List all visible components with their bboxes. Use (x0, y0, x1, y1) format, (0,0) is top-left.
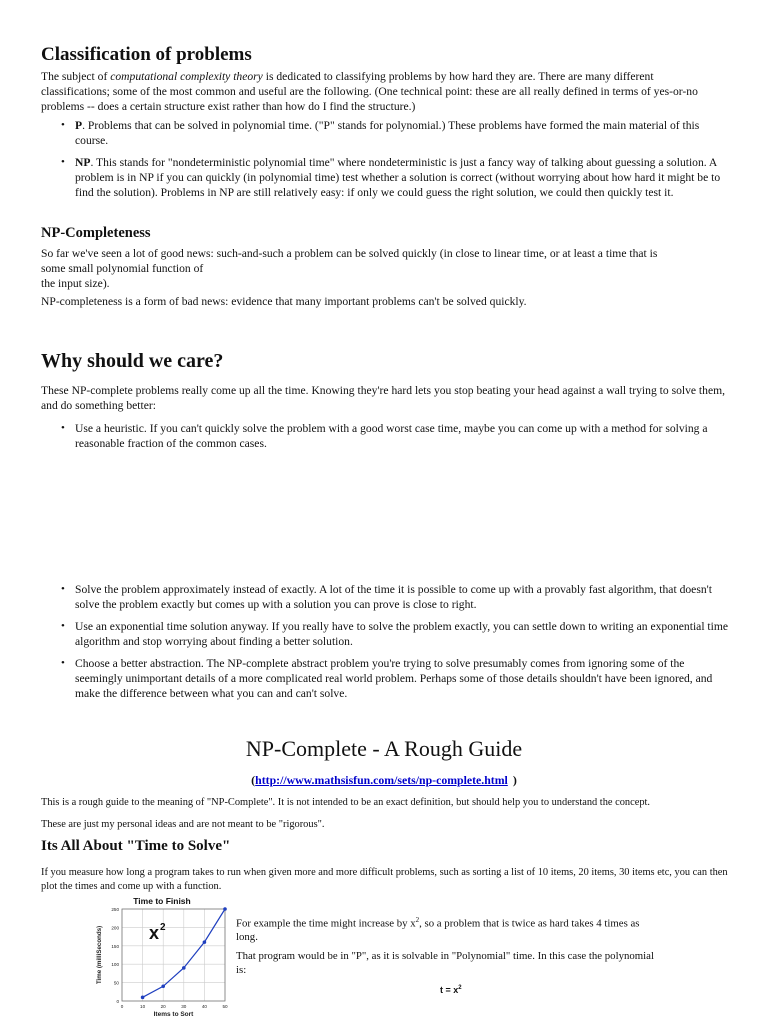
chart-y-tick-label: 200 (111, 925, 119, 931)
chart-y-tick-label: 100 (111, 962, 119, 968)
why-care-list-1 (41, 421, 731, 451)
item-text: . Problems that can be solved in polynomial time. ("P" stands for polynomial.) These problems have formed the main material of this course. (75, 119, 700, 147)
chart-data-point (141, 996, 145, 1000)
bullet-icon: • (61, 620, 65, 632)
item-text: Use a heuristic. If you can't quickly solve the problem with a good worst case time, maybe you can come up with a method for solving a reasonable fraction of the common cases. (75, 422, 708, 450)
chart-x-tick-label: 50 (222, 1004, 228, 1009)
item-text: Choose a better abstraction. The NP-complete abstract problem you're trying to solve presumably comes from ignoring some of the seemingly unimportant details of a more complicated real world problem. Perhaps some of those details shouldn't have been ignored, and make the difference between what you can and can't solve. (75, 657, 713, 700)
bullet-icon: • (61, 156, 65, 168)
chart-x-tick-label: 30 (181, 1004, 187, 1009)
rough-guide-source (0, 771, 768, 789)
chart-svg (92, 896, 232, 1018)
bullet-icon: • (61, 422, 65, 434)
chart-data-point (161, 984, 165, 988)
time-to-finish-chart (92, 896, 232, 1018)
item-text: . This stands for "nondeterministic polynomial time" where nondeterministic is just a fancy way of talking about guessing a solution. A problem is in NP if you can quickly (in polynomial time) test whether a solution is correct (without worrying about how hard it might be to find the solution). Problems in NP are still relatively easy: if only we could guess the right solution, we could then quickly test it. (75, 156, 721, 199)
section-title-np-completeness: NP-Completeness (41, 225, 151, 241)
chart-x-axis-label: Items to Sort (153, 1011, 194, 1018)
intro-emphasis: computational complexity theory (110, 70, 263, 83)
chart-y-tick-label: 150 (111, 943, 119, 949)
bullet-icon: • (61, 657, 65, 669)
chart-x-tick-label: 0 (120, 1004, 124, 1009)
np-completeness-para1 (41, 246, 731, 291)
list-item-abstraction (41, 656, 731, 701)
chart-y-axis-label: Time (milliSeconds) (96, 925, 103, 985)
para-line: some small polynomial function of (41, 262, 204, 275)
chart-y-tick-label: 50 (113, 980, 119, 986)
chart-y-tick-label: 0 (116, 999, 119, 1004)
example-end: , so a problem that is twice as hard takes 4 times as long. (236, 917, 640, 944)
chart-x-tick-label: 10 (140, 1004, 146, 1009)
classification-list (41, 118, 721, 200)
formula-base: t = x (440, 985, 459, 995)
list-item-np (41, 155, 721, 200)
item-text: Solve the problem approximately instead of exactly. A lot of the time it is possible to come up with a provably fast algorithm, that doesn't solve the problem exactly but comes up with a solution you can prove is close to right. (75, 583, 712, 611)
para-line: So far we've seen a lot of good news: such-and-such a problem can be solved quickly (in close to linear time, or at least a time that is (41, 247, 658, 260)
chart-x-tick-label: 40 (201, 1004, 207, 1009)
time-to-solve-title: Its All About "Time to Solve" (41, 838, 231, 854)
rough-guide-p1: This is a rough guide to the meaning of "NP-Complete". It is not intended to be an exact definition, but should help you to understand the concept. (41, 797, 650, 808)
chart-annotation: x (149, 923, 160, 943)
section-title-classification: Classification of problems (41, 44, 252, 65)
classification-intro (41, 69, 721, 114)
formula-superscript: 2 (458, 985, 462, 991)
bullet-icon: • (61, 583, 65, 595)
list-item-p (41, 118, 721, 148)
item-term: NP (75, 156, 91, 169)
item-text: Use an exponential time solution anyway. If you really have to solve the problem exactly, you can settle down to writing an exponential time algorithm and stop worrying about finding a better solution. (75, 620, 729, 648)
chart-annotation-superscript: 2 (160, 922, 166, 933)
close-paren: ) (512, 773, 517, 787)
open-paren: ( (251, 773, 256, 787)
section-title-why-care: Why should we care? (41, 350, 224, 372)
formula (440, 985, 462, 995)
item-term: P (75, 119, 83, 132)
intro-text-end: is dedicated to classifying problems by how hard they are. There are many different classifications; some of the most common and useful are the following. (One technical point: these are all really defined in terms of yes-or-no problems -- does a certain structure exist rather than how do I find the structure.) (41, 70, 698, 113)
intro-text-start: The subject of (41, 70, 111, 83)
chart-data-point (203, 940, 207, 944)
rough-guide-p2: These are just my personal ideas and are not meant to be "rigorous". (41, 819, 325, 830)
chart-title: Time to Finish (133, 896, 191, 906)
chart-plot-frame (122, 909, 225, 1001)
example-start: For example the time might increase by x (236, 917, 416, 930)
rough-guide-p3: If you measure how long a program takes to run when given more and more difficult problems, such as sorting a list of 10 items, 20 items, 30 items etc, you can then plot the times and come up with a function. (41, 867, 728, 892)
chart-y-tick-label: 250 (111, 907, 119, 912)
program-in-p-text: That program would be in "P", as it is solvable in "Polynomial" time. In this case the polynomial is: (236, 950, 654, 976)
chart-x-tick-label: 20 (160, 1004, 166, 1009)
example-superscript: 2 (415, 916, 420, 924)
why-care-list-2 (41, 582, 731, 701)
list-item-approximate (41, 582, 731, 612)
chart-data-point (182, 966, 186, 970)
chart-data-point (223, 907, 227, 911)
para-line: the input size). (41, 277, 110, 290)
rough-guide-title: NP-Complete - A Rough Guide (245, 736, 523, 761)
why-care-intro: These NP-complete problems really come up all the time. Knowing they're hard lets you stop beating your head against a wall trying to solve them, and do something better: (41, 384, 726, 412)
np-completeness-para2: NP-completeness is a form of bad news: evidence that many important problems can't be solved quickly. (41, 295, 527, 308)
list-item-exponential (41, 619, 731, 649)
source-link[interactable]: http://www.mathsisfun.com/sets/np-complete.html (255, 773, 508, 787)
list-item-heuristic (41, 421, 731, 451)
example-text (236, 914, 661, 945)
bullet-icon: • (61, 119, 65, 131)
